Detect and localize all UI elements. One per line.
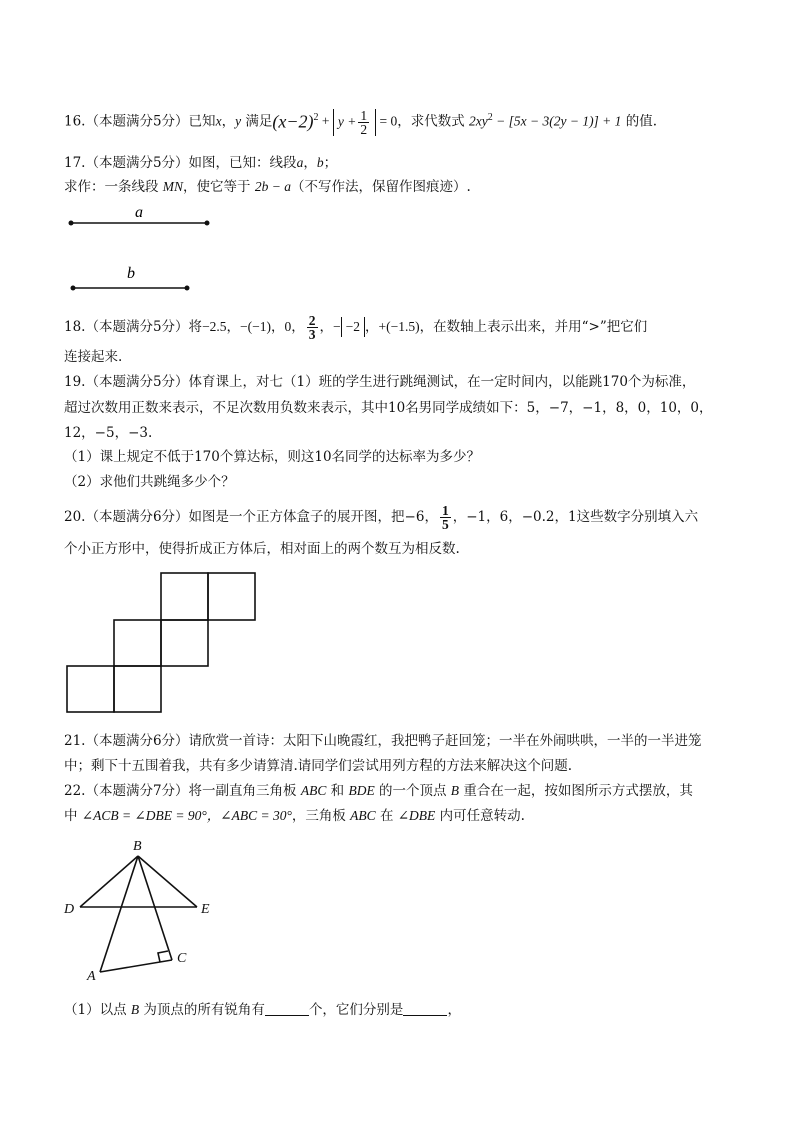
q22-text1b: 的一个顶点 (374, 783, 451, 799)
q21-line2: 中；剩下十五围着我，共有多少请算清.请同学们尝试用列方程的方法来解决这个问题. (64, 758, 573, 774)
q22-sub1a: （1）以点 (64, 1002, 131, 1018)
q22-text2d: 内可任意转动. (435, 808, 525, 824)
q18-nums: −2.5，−(−1)，0， (202, 319, 305, 334)
q20-frac-num: 1 (441, 503, 449, 518)
q18-abs: −2 (341, 317, 365, 337)
q22-text2b: ，三角板 (291, 808, 351, 824)
q16-var-y: y (235, 113, 242, 129)
q16-sq: 2 (313, 112, 319, 123)
q18-frac-den: 3 (308, 327, 316, 342)
q22-text1c: 重合在一起，按如图所示方式摆放，其 (459, 783, 693, 799)
q16-frac-num: 1 (360, 107, 368, 123)
q22-sub1 (64, 1000, 461, 1020)
q22-B: B (450, 783, 460, 798)
q19-sub1: （1）课上规定不低于170个算达标，则这10名同学的达标率为多少？ (64, 449, 481, 465)
q16-expr-b: 2xy (469, 113, 488, 129)
q20-frac-den: 5 (441, 517, 449, 532)
q20-line2: 个小正方形中，使得折成正方体后，相对面上的两个数互为相反数. (64, 541, 460, 557)
q22-angles: ∠ACB = ∠DBE = 90°，∠ABC = 30° (81, 808, 292, 823)
q16-tail2: 的值. (621, 113, 658, 130)
q22-sub1d: ， (447, 1002, 461, 1018)
q17-semi: ； (323, 155, 338, 171)
q17-sep: ， (303, 155, 317, 171)
q22-sub1-B: B (130, 1002, 140, 1017)
q22-text2a: 中 (64, 808, 82, 824)
q16-abs-y: y + (337, 113, 357, 129)
q19-sub2: （2）求他们共跳绳多少个？ (64, 474, 235, 490)
q16-expr-a: (x−2) (272, 111, 314, 132)
q16-frac-den: 2 (360, 121, 368, 137)
point-B-label: B (133, 839, 142, 854)
point-E-label: E (201, 902, 210, 917)
q22-text2c: 在 (375, 808, 398, 824)
q16-label: 16.（本题满分5分）已知 (64, 113, 216, 130)
answer-blank-angles[interactable] (403, 1001, 447, 1016)
q22-text1a: 22.（本题满分7分）将一副直角三角板 (64, 783, 301, 799)
q18-nums2: ，− (319, 319, 341, 334)
q17-var-b: b (316, 155, 324, 170)
point-A-label: A (87, 969, 96, 984)
q16-var-x: x (215, 113, 222, 129)
q16-expr-c: − [5x − 3(2y − 1)] + 1 (492, 113, 622, 129)
q18-text1b: ，在数轴上表示出来，并用“>”把它们 (419, 319, 648, 335)
q17-text2b: ，使它等于 (183, 179, 255, 195)
q18-frac-num: 2 (308, 313, 316, 328)
q18-nums3: ，+(−1.5) (365, 319, 420, 334)
segment-b-label: b (127, 265, 135, 282)
point-D-label: D (64, 902, 75, 917)
q22-dbe: ∠DBE (397, 808, 436, 823)
q17-text2a: 求作：一条线段 (64, 179, 163, 195)
q22-bde: BDE (348, 783, 375, 798)
point-C-label: C (177, 951, 187, 966)
segment-a-label: a (135, 204, 143, 221)
q17-var-a: a (296, 155, 304, 170)
q18-text1a: 18.（本题满分5分）将 (64, 319, 203, 335)
q22-abc: ABC (300, 783, 327, 798)
q17-mn: MN (162, 179, 184, 194)
q22-sub1c: 个，它们分别是 (308, 1002, 404, 1018)
answer-blank-count[interactable] (265, 1001, 309, 1016)
q20-text1a: 20.（本题满分6分）如图是一个正方体盒子的展开图，把−6， (64, 509, 438, 525)
q16-plus: + (318, 113, 333, 129)
q16-tail1: ，求代数式 (397, 113, 470, 130)
edge-AC (100, 960, 172, 972)
q19-line1: 19.（本题满分5分）体育课上，对七（1）班的学生进行跳绳测试，在一定时间内，以能跳170个为标准， (64, 374, 696, 390)
q22-sub1b: 为顶点的所有锐角有 (139, 1002, 265, 1018)
q17-text1: 17.（本题满分5分）如图，已知：线段 (64, 155, 297, 171)
q21-line1: 21.（本题满分6分）请欣赏一首诗：太阳下山晚霞红，我把鸭子赶回笼；一半在外闹哄哄，一半的一半进笼 (64, 733, 702, 749)
q16-sq2: 2 (487, 112, 493, 123)
q22-and: 和 (326, 783, 349, 799)
q17-expr: 2b − a (254, 179, 291, 194)
q20-text1b: ，−1，6，−0.2，1这些数字分别填入六 (452, 509, 699, 525)
q16-comma: ， (221, 113, 236, 130)
q19-line2: 超过次数用正数来表示，不足次数用负数来表示，其中10名男同学成绩如下：5，−7，−1，8，0，10，0， (64, 400, 713, 416)
q19-line3: 12，−5，−3. (64, 425, 153, 441)
q18-line2: 连接起来. (64, 349, 123, 365)
q16-eq0: = 0 (376, 113, 398, 129)
q16-mid: 满足 (241, 113, 273, 130)
q17-text2c: （不写作法，保留作图痕迹）. (290, 179, 471, 195)
q22-abc2: ABC (350, 808, 376, 823)
